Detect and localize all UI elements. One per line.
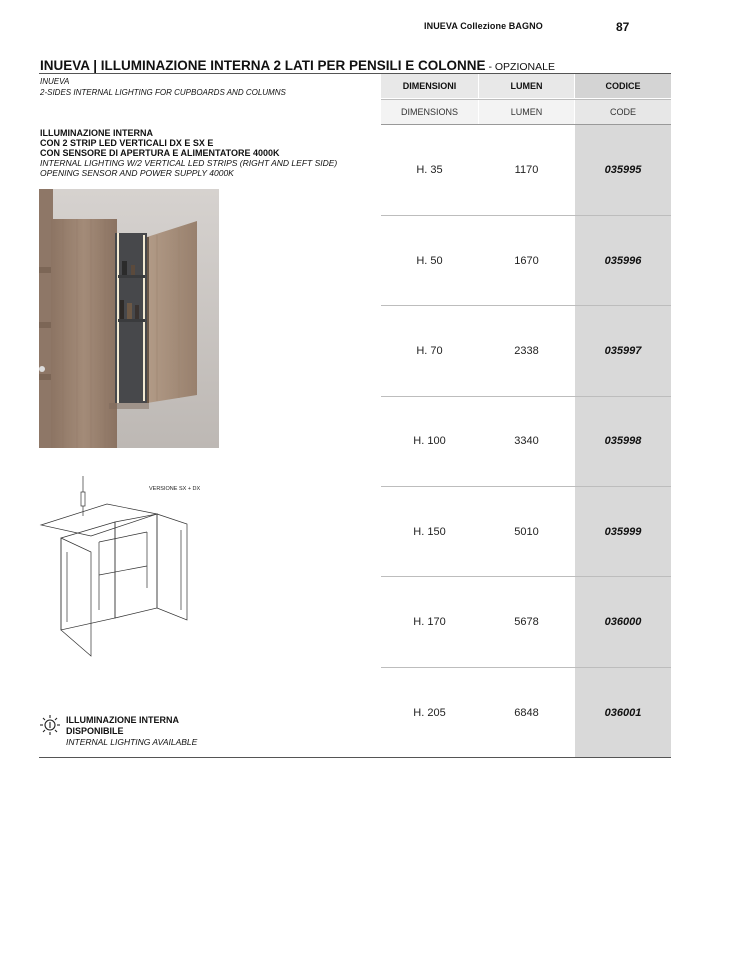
row-divider	[381, 486, 671, 487]
header-divider	[381, 99, 671, 100]
description-en-line2: OPENING SENSOR AND POWER SUPPLY 4000K	[40, 168, 234, 178]
availability-it-line1: ILLUMINAZIONE INTERNA	[66, 715, 179, 725]
drawing-label: VERSIONE SX + DX	[149, 486, 201, 492]
row-dimension: H. 205	[413, 707, 446, 719]
description-en-line1: INTERNAL LIGHTING W/2 VERTICAL LED STRIPS (RIGHT AND LEFT SIDE)	[40, 158, 338, 168]
row-lumen: 3340	[514, 435, 539, 447]
row-lumen: 2338	[514, 345, 539, 357]
row-divider	[381, 576, 671, 577]
header-lumen: LUMEN	[479, 74, 574, 98]
title-optional: - OPZIONALE	[485, 61, 555, 73]
description-it-line3: CON SENSORE DI APERTURA E ALIMENTATORE 4000K	[40, 148, 280, 158]
row-dimension: H. 70	[416, 345, 443, 357]
row-code: 036000	[604, 616, 642, 628]
row-lumen: 5010	[514, 526, 539, 538]
row-lumen: 5678	[514, 616, 539, 628]
header-dimensions-en: DIMENSIONS	[381, 100, 478, 124]
row-code: 035997	[604, 345, 642, 357]
subtitle-line1: INUEVA	[40, 77, 70, 86]
header-code: CODICE	[575, 74, 671, 98]
subtitle	[40, 76, 286, 98]
header-code-en: CODE	[575, 100, 671, 124]
row-dimension: H. 100	[413, 435, 446, 447]
row-divider	[381, 305, 671, 306]
description-it-line1: ILLUMINAZIONE INTERNA	[40, 128, 153, 138]
row-code: 035999	[604, 526, 642, 538]
running-header: INUEVA Collezione BAGNO	[424, 21, 543, 31]
subtitle-line2: 2-SIDES INTERNAL LIGHTING FOR CUPBOARDS AND COLUMNS	[40, 88, 286, 97]
product-photo	[39, 189, 219, 448]
row-code: 035996	[604, 255, 642, 267]
bottom-rule	[39, 757, 671, 758]
row-lumen: 6848	[514, 707, 539, 719]
row-dimension: H. 170	[413, 616, 446, 628]
header-lumen-en: LUMEN	[479, 100, 574, 124]
row-dimension: H. 50	[416, 255, 443, 267]
technical-drawing	[39, 470, 219, 660]
availability-note	[66, 715, 197, 748]
row-code: 036001	[604, 707, 642, 719]
row-divider	[381, 215, 671, 216]
row-code: 035998	[604, 435, 642, 447]
row-dimension: H. 150	[413, 526, 446, 538]
row-divider	[381, 667, 671, 668]
description-it-line2: CON 2 STRIP LED VERTICALI DX E SX E	[40, 138, 214, 148]
row-lumen: 1670	[514, 255, 539, 267]
row-code: 035995	[604, 164, 642, 176]
availability-en: INTERNAL LIGHTING AVAILABLE	[66, 737, 198, 747]
light-bulb-icon	[39, 714, 61, 736]
page-number: 87	[616, 20, 630, 34]
product-description	[40, 128, 370, 178]
row-lumen: 1170	[514, 164, 539, 176]
row-divider	[381, 396, 671, 397]
availability-it-line2: DISPONIBILE	[66, 726, 124, 736]
title-main: INUEVA | ILLUMINAZIONE INTERNA 2 LATI PER PENSILI E COLONNE	[40, 58, 486, 73]
row-dimension: H. 35	[416, 164, 443, 176]
header-dimensions: DIMENSIONI	[381, 74, 478, 98]
